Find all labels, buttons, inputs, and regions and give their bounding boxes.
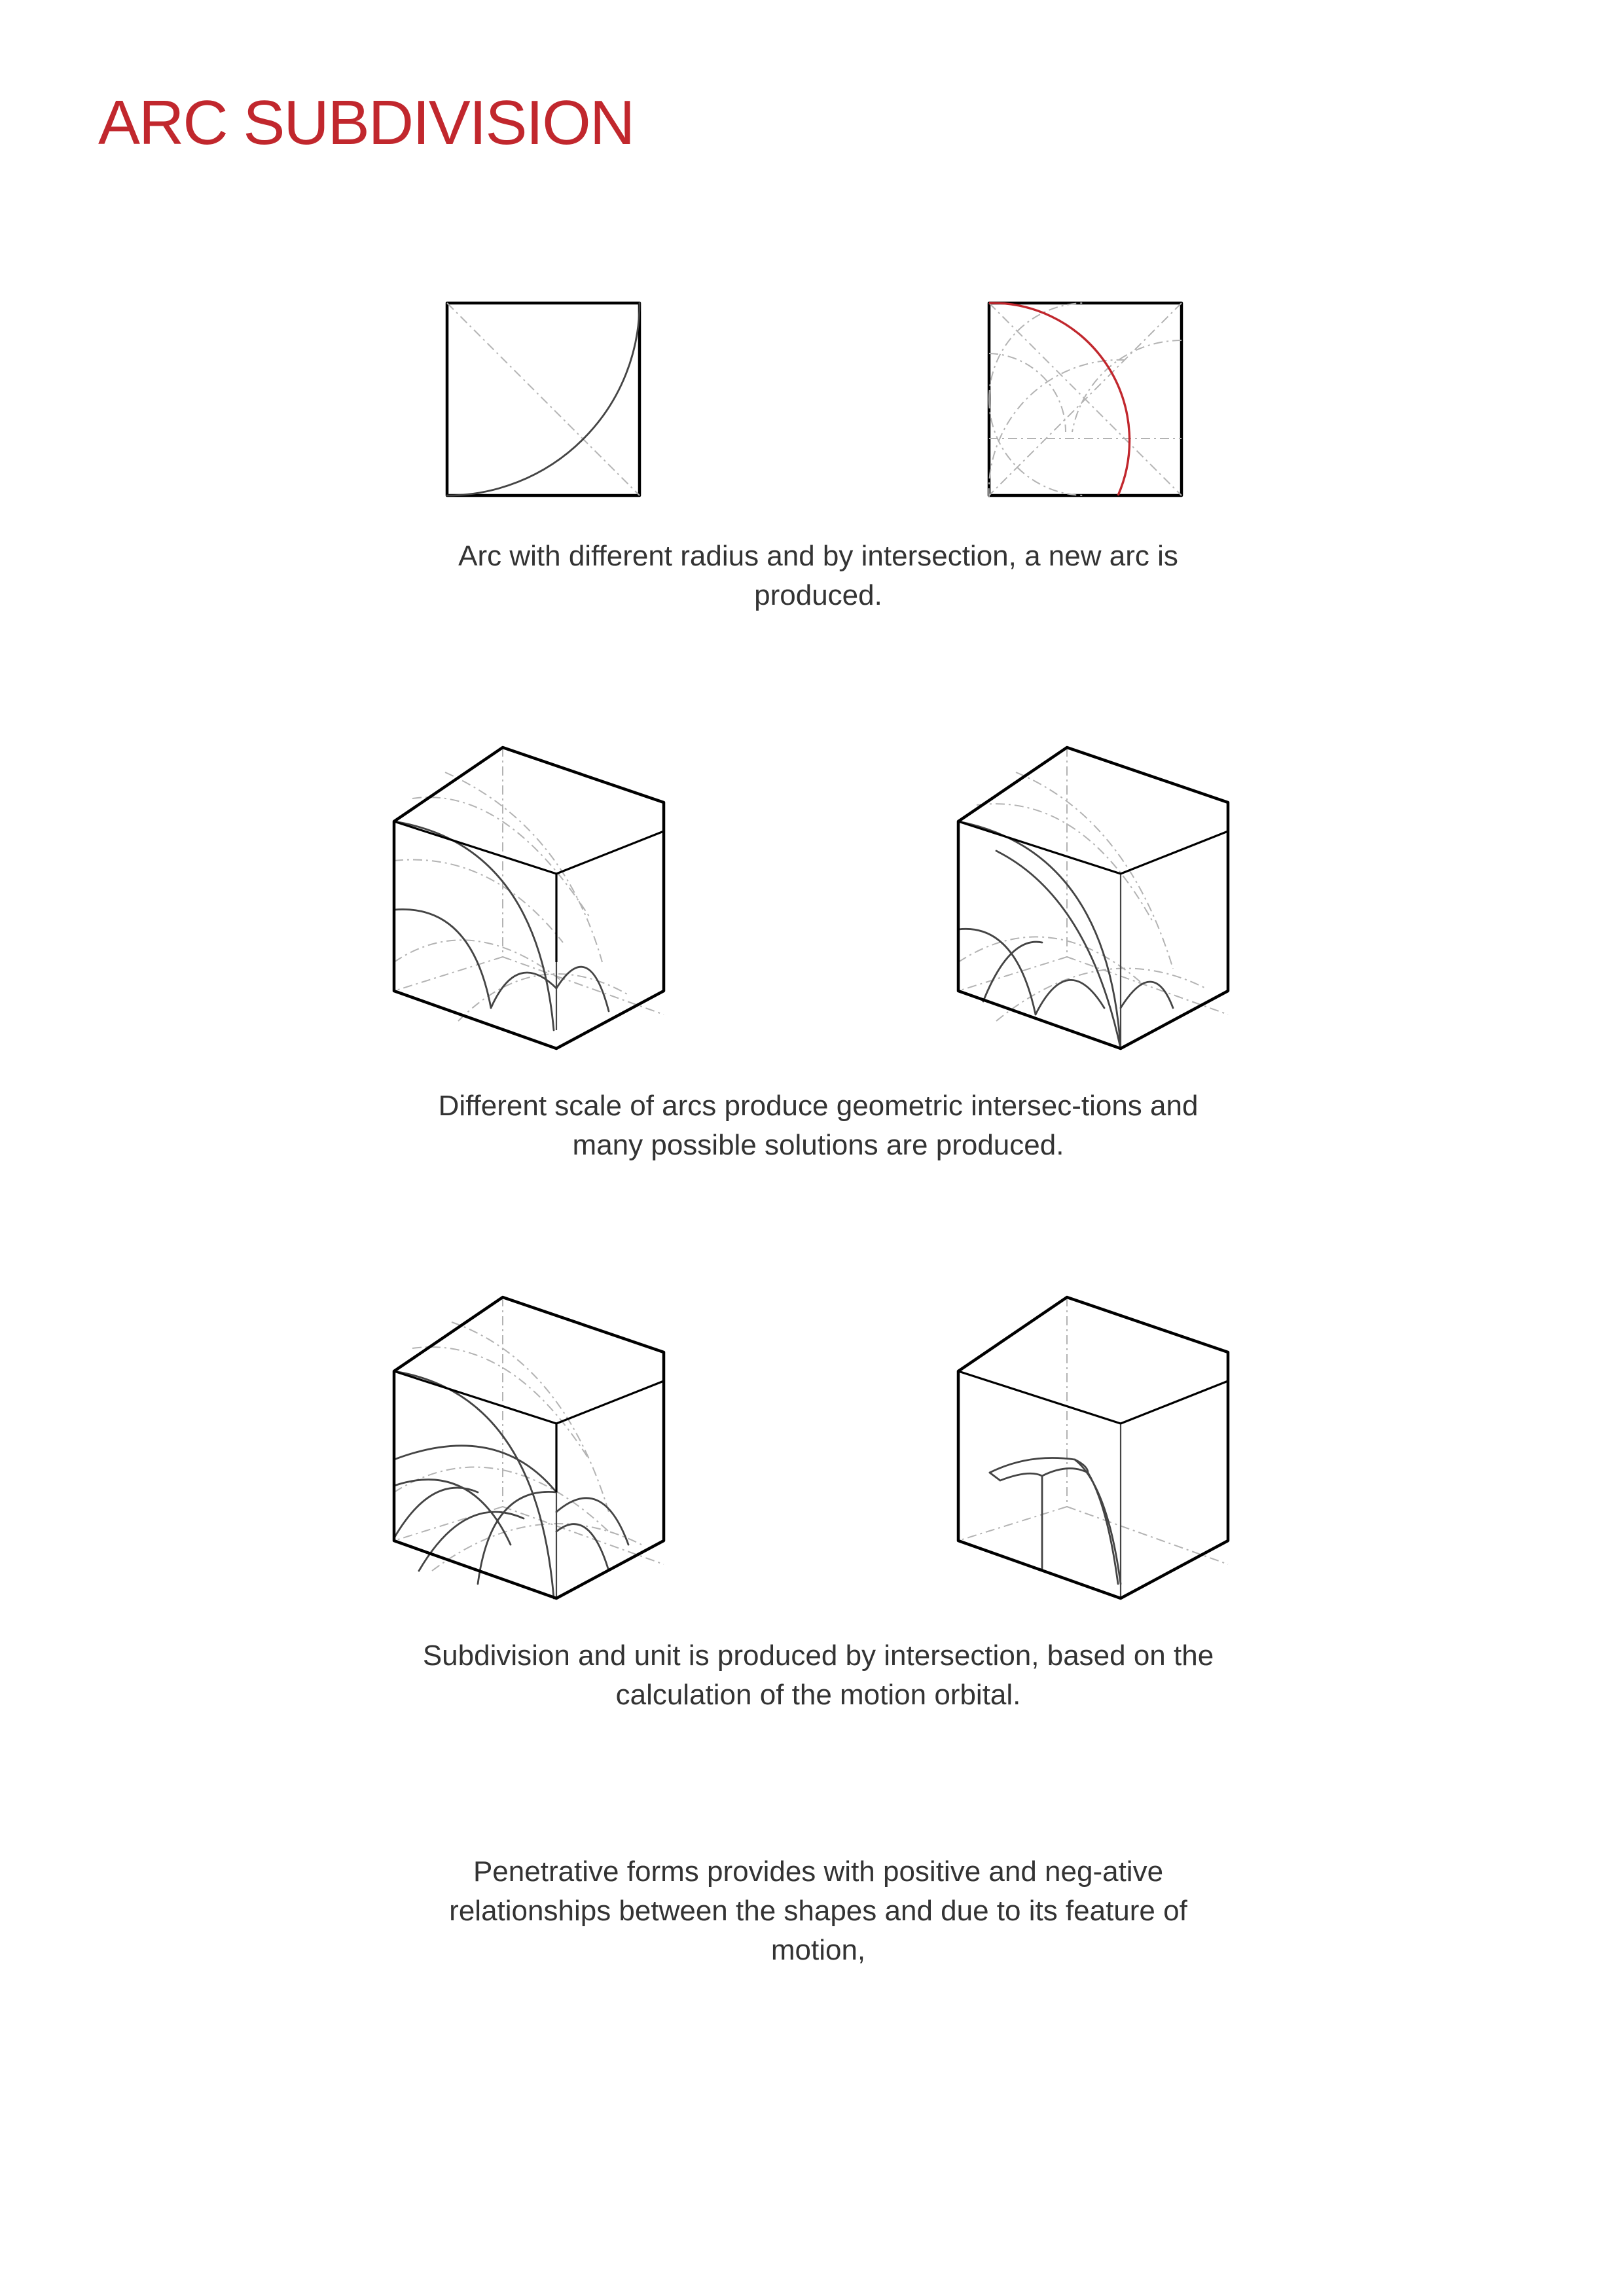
cube-top-edge bbox=[394, 821, 556, 874]
cube-top-edge bbox=[1121, 1381, 1228, 1424]
cube-penetrative-form-diagram bbox=[957, 1296, 1232, 1604]
cube-top-edge bbox=[556, 1381, 664, 1424]
cube-top-edge bbox=[1121, 831, 1228, 874]
guide-arc bbox=[989, 353, 1066, 432]
caption-4: Penetrative forms provides with positive and neg-ative relationships between the shapes and due to its feature of motion, bbox=[449, 1856, 1187, 1966]
square-arc-diagram bbox=[445, 301, 641, 497]
cube-arc-diagram-2 bbox=[957, 746, 1232, 1054]
cube-top-edge bbox=[958, 1371, 1121, 1424]
caption-2: Different scale of arcs produce geometric intersec-tions and many possible solutions are produced. bbox=[438, 1090, 1199, 1161]
arc-set bbox=[394, 821, 609, 1030]
caption-3: Subdivision and unit is produced by intersection, based on the calculation of the motion orbital. bbox=[422, 1640, 1214, 1711]
page-title: ARC SUBDIVISION bbox=[98, 88, 634, 158]
cube-outline bbox=[394, 747, 664, 1049]
caption-1: Arc with different radius and by intersection, a new arc is produced. bbox=[458, 540, 1178, 611]
arc-set bbox=[394, 1371, 628, 1598]
cube-top-edge bbox=[958, 821, 1121, 874]
cube-top-edge bbox=[556, 831, 664, 874]
cube-subdivision-diagram bbox=[393, 1296, 668, 1604]
diagonal-guide bbox=[447, 303, 640, 495]
red-produced-arc bbox=[989, 303, 1130, 495]
cube-top-edge bbox=[394, 1371, 556, 1424]
cube-outline bbox=[958, 1297, 1228, 1598]
square-intersection-arc-diagram bbox=[987, 301, 1183, 497]
cube-outline bbox=[958, 747, 1228, 1049]
cube-arc-diagram-1 bbox=[393, 746, 668, 1054]
penetrative-shell bbox=[990, 1458, 1121, 1585]
